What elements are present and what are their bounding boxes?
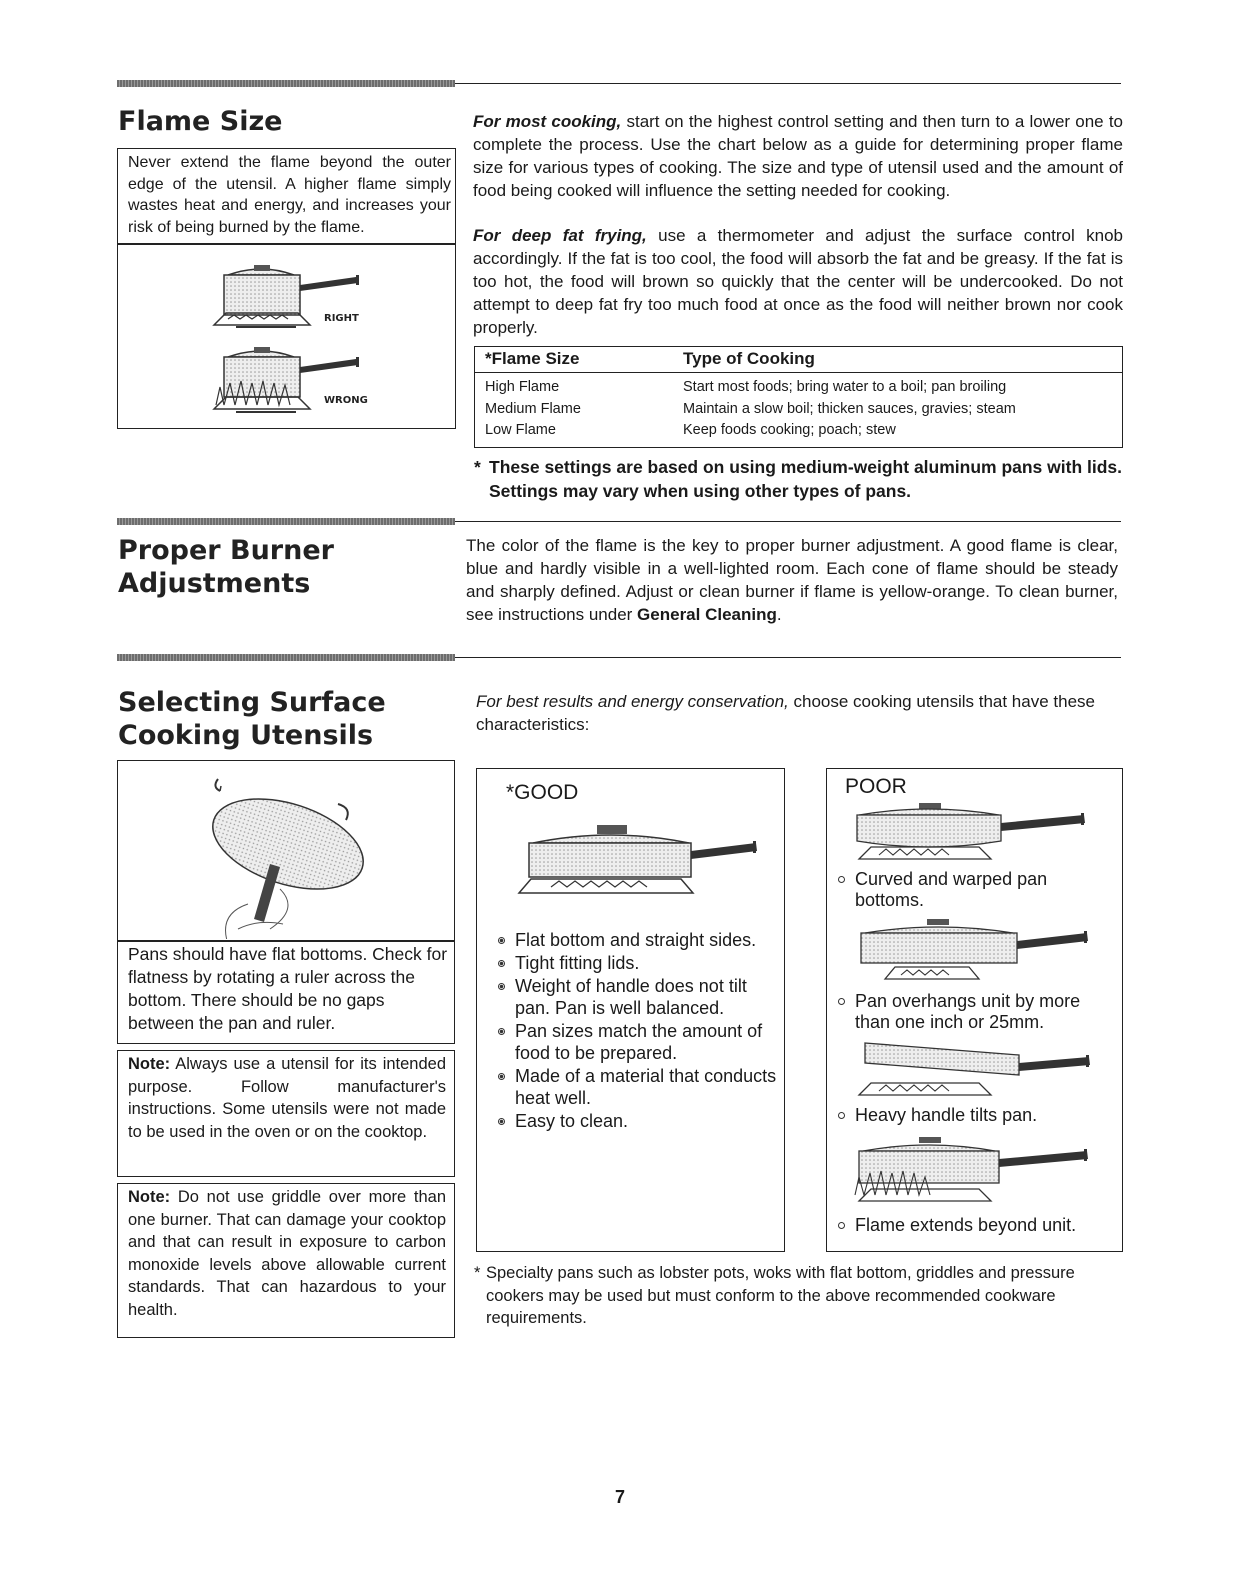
poor-title: POOR xyxy=(845,775,907,798)
list-item: Tight fitting lids. xyxy=(495,952,780,974)
footnote-star: * xyxy=(474,457,481,477)
poor-item: Heavy handle tilts pan. xyxy=(835,1105,1120,1126)
table-cell-size: High Flame xyxy=(485,379,560,396)
specialty-text: Specialty pans such as lobster pots, woks with flat bottom, griddles and pressure cookers may be used but must conform to the above recommended cookware requirements. xyxy=(486,1264,1075,1327)
note1-text-wrap xyxy=(118,1051,454,1143)
table-header-type-of-cooking: Type of Cooking xyxy=(673,347,1122,373)
right-label: RIGHT xyxy=(324,313,359,324)
note-griddle xyxy=(117,1183,455,1338)
list-item: Easy to clean. xyxy=(495,1110,780,1132)
specialty-star: * xyxy=(474,1264,481,1282)
list-item: Flat bottom and straight sides. xyxy=(495,929,780,951)
table-cell-size: Medium Flame xyxy=(485,400,581,417)
burner-title-line2: Adjustments xyxy=(118,568,311,599)
table-row xyxy=(475,373,1122,399)
table-header-flame-size: *Flame Size xyxy=(475,347,673,373)
curved-pan-illustration xyxy=(849,801,1099,863)
note1-text: Always use a utensil for its intended purpose. Follow manufacturer's instructions. Some utensils were not made to be used in the oven or on the cooktop. xyxy=(128,1055,446,1141)
utensils-intro xyxy=(476,690,1124,736)
heavy-handle-pan-illustration xyxy=(849,1037,1099,1099)
deep-fat-lead: For deep fat frying, xyxy=(473,226,647,245)
list-item: Made of a material that conducts heat well. xyxy=(495,1065,780,1109)
poor-item: Curved and warped pan bottoms. xyxy=(835,869,1095,911)
table-cell-size: Low Flame xyxy=(485,421,556,438)
flame-table-footnote xyxy=(474,455,1124,503)
note-intended-purpose xyxy=(117,1050,455,1177)
wrong-label: WRONG xyxy=(324,395,368,406)
utensils-intro-text: choose cooking utensils that have these characteristics: xyxy=(476,692,1095,734)
most-cooking-text: start on the highest control setting and then turn to a lower one to complete the process. Use the chart below as a guide for determining proper flame size for various types of cooking. The size and type of utensil used and the amount of food being cooked will influence the setting needed for cooking. xyxy=(473,112,1124,200)
list-item: Pan sizes match the amount of food to be prepared. xyxy=(495,1020,780,1064)
ruler-check-illustration xyxy=(178,769,398,939)
utensils-intro-italic: For best results and energy conservation, xyxy=(476,692,789,711)
utensils-title-line2: Cooking Utensils xyxy=(118,720,374,751)
poor-utensils-box xyxy=(826,768,1123,1252)
good-utensils-box xyxy=(476,768,785,1252)
burner-period: . xyxy=(776,605,782,624)
overhang-pan-illustration xyxy=(849,917,1099,983)
deep-fat-text: use a thermometer and adjust the surface control knob accordingly. If the fat is too cool, the food will absorb the fat and be greasy. If the fat is too hot, the food will brown so quickly that the center will be undercooked. Do not attempt to deep fat fry too much food at once as the food will neither brown nor cook properly. xyxy=(473,226,1123,337)
section-title-burner xyxy=(118,534,334,600)
section-rule-bar-3 xyxy=(117,654,455,661)
specialty-pans-note xyxy=(474,1262,1124,1330)
table-row xyxy=(475,399,1122,420)
section-rule-bar-2 xyxy=(117,518,455,525)
flame-warning-text: Never extend the flame beyond the outer edge of the utensil. A higher flame simply wastes heat and energy, and increases your risk of being burned by the flame. xyxy=(128,154,451,236)
warning-divider xyxy=(118,243,455,245)
ruler-caption: Pans should have flat bottoms. Check for flatness by rotating a ruler across the bottom. There should be no gaps between the pan and ruler. xyxy=(128,944,448,1033)
list-item: Weight of handle does not tilt pan. Pan is well balanced. xyxy=(495,975,780,1019)
good-list xyxy=(495,929,780,1133)
poor-item: Flame extends beyond unit. xyxy=(835,1215,1125,1236)
section-title-utensils xyxy=(118,686,386,752)
table-row xyxy=(475,420,1122,441)
flatness-check-box xyxy=(117,760,455,1044)
flame-size-table xyxy=(474,346,1123,448)
section-title-flame-size: Flame Size xyxy=(118,106,283,137)
right-flame-illustration xyxy=(206,257,376,337)
flame-beyond-pan-illustration xyxy=(849,1135,1099,1205)
section-rule-bar-1 xyxy=(117,80,455,87)
section-rule-line-2 xyxy=(455,521,1121,522)
note2-text-wrap xyxy=(118,1184,454,1321)
section-rule-line-3 xyxy=(455,657,1121,658)
burner-paragraph xyxy=(466,534,1118,626)
note1-label: Note: xyxy=(128,1055,171,1073)
good-title: *GOOD xyxy=(506,781,579,804)
note2-label: Note: xyxy=(128,1188,171,1206)
utensils-title-line1: Selecting Surface xyxy=(118,687,386,718)
ruler-divider xyxy=(118,940,454,942)
good-pan-illustration xyxy=(511,821,761,901)
table-cell-type: Keep foods cooking; poach; stew xyxy=(683,421,896,438)
burner-title-line1: Proper Burner xyxy=(118,535,334,566)
section-rule-line-1 xyxy=(455,83,1121,84)
wrong-flame-illustration xyxy=(206,339,376,424)
footnote-text: These settings are based on using medium-weight aluminum pans with lids. Settings may vary when using other types of pans. xyxy=(489,457,1123,501)
page-number: 7 xyxy=(615,1487,626,1507)
flame-size-warning-box xyxy=(117,148,456,429)
burner-text: The color of the flame is the key to proper burner adjustment. A good flame is clear, blue and hardly visible in a well-lighted room. Each cone of flame should be steady and sharply defined. Adjust or clean burner if flame is yellow-orange. To clean burner, see instructions under xyxy=(466,536,1118,624)
note2-text: Do not use griddle over more than one burner. That can damage your cooktop and that can result in exposure to carbon monoxide levels above allowable current standards. That can hazardous to your health. xyxy=(128,1188,446,1319)
table-cell-type: Start most foods; bring water to a boil; pan broiling xyxy=(683,379,1007,396)
most-cooking-lead: For most cooking, xyxy=(473,112,622,131)
table-cell-type: Maintain a slow boil; thicken sauces, gravies; steam xyxy=(683,400,1016,417)
general-cleaning-reference: General Cleaning xyxy=(637,605,777,624)
poor-item: Pan overhangs unit by more than one inch or 25mm. xyxy=(835,991,1120,1033)
most-cooking-paragraph xyxy=(473,110,1123,202)
deep-fat-paragraph xyxy=(473,224,1123,339)
